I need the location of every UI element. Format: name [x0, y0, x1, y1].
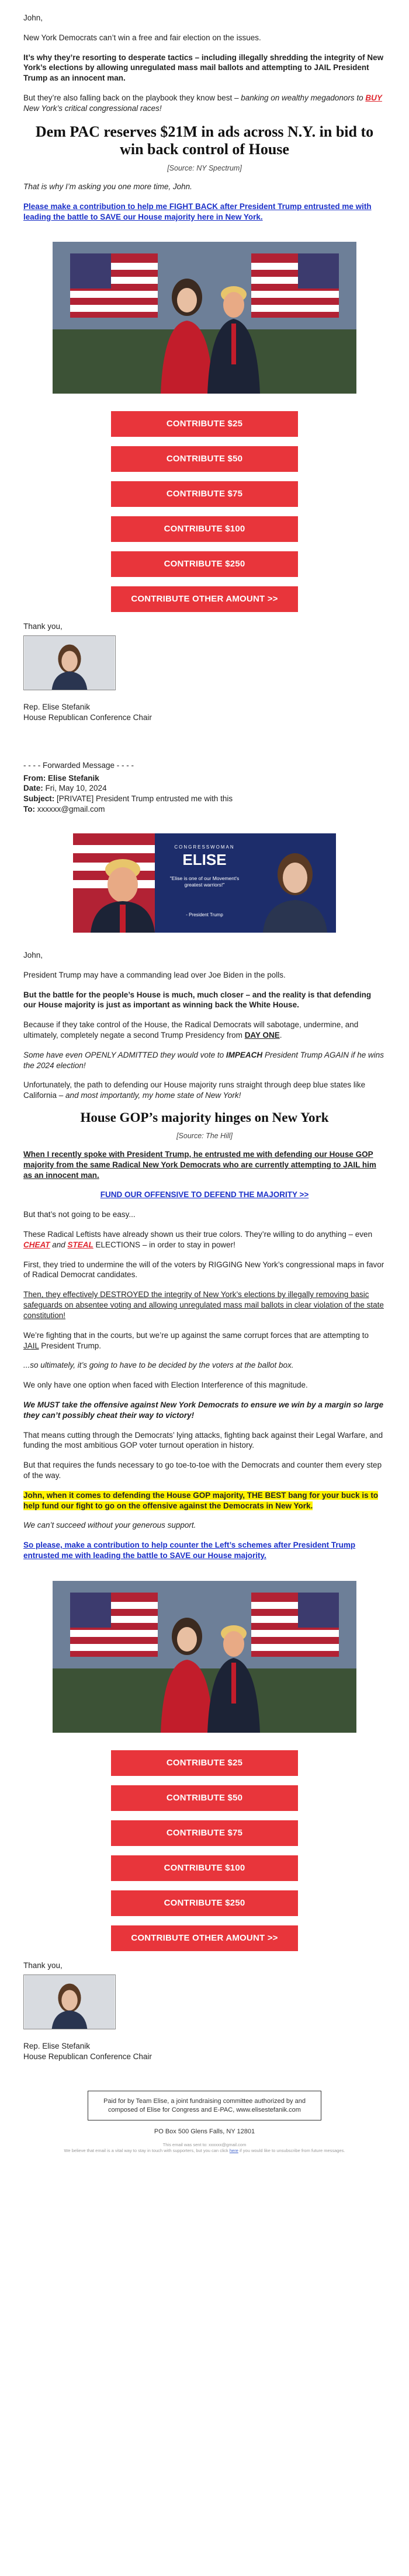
intro-paragraph-3: [23, 93, 386, 114]
greeting: John,: [23, 13, 43, 22]
footer-sent-to: This email was sent to: xxxxxx@gmail.com: [162, 2142, 247, 2147]
signature-photo-1: [23, 635, 116, 690]
flag-left: [70, 253, 158, 318]
contribute-100-button[interactable]: CONTRIBUTE $100: [111, 516, 298, 542]
flag-right-2: [251, 1593, 339, 1657]
date-value: Fri, May 10, 2024: [45, 784, 107, 793]
body2-p5-b: and most importantly, my home state of New York!: [65, 1091, 241, 1100]
contribute-50-button[interactable]: CONTRIBUTE $50: [111, 446, 298, 472]
contribute-75-button[interactable]: CONTRIBUTE $75: [111, 481, 298, 507]
unsubscribe-text-a: We believe that email is a vital way to stay in touch with supporters, but you can click: [64, 2148, 230, 2154]
body3-p4: First, they tried to undermine the will of the voters by RIGGING New York’s congressional maps in favor of Radical Democrat candidates.: [23, 1260, 384, 1280]
body2-p5: [23, 1080, 386, 1101]
contribute-100-button-2[interactable]: CONTRIBUTE $100: [111, 1855, 298, 1881]
footer-address: PO Box 500 Glens Falls, NY 12801: [154, 2128, 255, 2136]
unsubscribe-link[interactable]: here: [229, 2148, 238, 2154]
banner-quote: "Elise is one of our Movement's greatest warriors!": [169, 875, 240, 888]
body3-and: and: [50, 1240, 68, 1249]
headline-1: Dem PAC reserves $21M in ads across N.Y. in bid to win back control of House: [35, 123, 374, 158]
body2-impeach: IMPEACH: [226, 1050, 263, 1059]
contribute-25-button[interactable]: CONTRIBUTE $25: [111, 411, 298, 437]
unsubscribe-text-b: if you would like to unsubscribe from future messages.: [238, 2148, 345, 2154]
body2-p3-a: Because if they take control of the House, the Radical Democrats will sabotage, undermine, and ultimately, completely negate a second Trump Presidency from: [23, 1020, 359, 1040]
body3-p11: But that requires the funds necessary to go toe-to-toe with the Democrats and counter them every step of the way.: [23, 1461, 382, 1480]
hero-photo-1: [53, 242, 356, 394]
body3-p3-a: These Radical Leftists have already shown us their true colors. They’re willing to do anything – even: [23, 1230, 373, 1239]
to-value: xxxxxx@gmail.com: [37, 805, 105, 814]
body3-p1: When I recently spoke with President Trump, he entrusted me with defending our House GOP majority from the same Radical New York Democrats who are currently attempting to JAIL him as an innocent man.: [23, 1149, 376, 1180]
body3-p7: ...so ultimately, it’s going to have to be decided by the voters at the ballot box.: [23, 1361, 294, 1370]
intro-paragraph-2: It’s why they’re resorting to desperate tactics – including illegally shredding the integrity of New York’s elections by allowing unregulated mass mail ballots and attempting to JAIL President Trump as an innocent man.: [23, 53, 384, 83]
body3-jail: JAIL: [23, 1341, 39, 1350]
signature-name-2: Rep. Elise Stefanik: [23, 2041, 91, 2050]
forwarded-label: - - - - Forwarded Message - - - -: [23, 760, 134, 770]
contribute-25-button-2[interactable]: CONTRIBUTE $25: [111, 1750, 298, 1776]
body2-p3: [23, 1020, 386, 1041]
forwarded-header: [23, 760, 386, 815]
from-label: From:: [23, 773, 46, 783]
body3-p6-a: We’re fighting that in the courts, but we’re up against the same corrupt forces that are attempting to: [23, 1330, 369, 1340]
body3-p9: We MUST take the offensive against New York Democrats to ensure we win by a margin so large they can’t possibly cheat their way to victory!: [23, 1400, 384, 1420]
body3-p3: [23, 1229, 386, 1250]
intro3-buy: BUY: [365, 93, 382, 103]
body2-p2: But the battle for the people’s House is much, much closer – and the reality is that defending our House majority is just as important as winning back the White House.: [23, 990, 372, 1010]
body2-p4: [23, 1050, 386, 1071]
forwarded-to: [23, 804, 386, 815]
intro3-text-b: banking on wealthy megadonors to: [241, 93, 366, 103]
to-label: To:: [23, 805, 35, 814]
subject-value: [PRIVATE] President Trump entrusted me with this: [57, 794, 233, 804]
flag-left-2: [70, 1593, 158, 1657]
source-2: [Source: The Hill]: [176, 1132, 233, 1141]
body2-p4-b: President Trump AGAIN if he wins the 2024 election!: [23, 1050, 384, 1070]
contribute-50-button-2[interactable]: CONTRIBUTE $50: [111, 1785, 298, 1811]
body3-p6: [23, 1330, 386, 1351]
paid-for-disclaimer: Paid for by Team Elise, a joint fundraising committee authorized by and composed of Elise for Congress and E-PAC, www.elisestefanik.com: [88, 2091, 321, 2120]
signature-title-1: House Republican Conference Chair: [23, 713, 152, 722]
footer-unsubscribe-text: [23, 2148, 386, 2154]
contribute-250-button[interactable]: CONTRIBUTE $250: [111, 551, 298, 577]
date-label: Date:: [23, 784, 43, 793]
body2-p3-b: .: [279, 1030, 282, 1040]
from-value: Elise Stefanik: [48, 773, 99, 783]
fund-offensive-link[interactable]: FUND OUR OFFENSIVE TO DEFEND THE MAJORITY >>: [100, 1190, 309, 1200]
contribute-other-button[interactable]: CONTRIBUTE OTHER AMOUNT >>: [111, 586, 298, 612]
intro3-text-a: But they’re also falling back on the playbook they know best –: [23, 93, 241, 103]
body3-p10: That means cutting through the Democrats’ lying attacks, fighting back against their Legal Warfare, and funding the most ambitious GOP voter turnout operation in history.: [23, 1430, 383, 1450]
body2-p1: President Trump may have a commanding lead over Joe Biden in the polls.: [23, 970, 286, 979]
body2-greeting: John,: [23, 950, 43, 960]
banner-logo-top: CONGRESSWOMAN: [174, 844, 235, 850]
forwarded-subject: [23, 794, 386, 804]
intro3-text-c: New York’s critical congressional races!: [23, 103, 162, 113]
body3-p12-highlight: John, when it comes to defending the House GOP majority, THE BEST bang for your buck is to help fund our fight to go on the offensive against the Democrats in New York.: [23, 1490, 379, 1510]
signature-title-2: House Republican Conference Chair: [23, 2052, 152, 2061]
why-asking: That is why I’m asking you one more time, John.: [23, 182, 192, 191]
body3-steal: STEAL: [67, 1240, 93, 1249]
cta-link-2[interactable]: So please, make a contribution to help counter the Left’s schemes after President Trump entrusted me with leading the battle to SAVE our House majority.: [23, 1541, 356, 1560]
body3-p13: We can’t succeed without your generous support.: [23, 1521, 196, 1530]
body3-p3-b: ELECTIONS – in order to stay in power!: [93, 1240, 235, 1249]
body2-day-one: DAY ONE: [244, 1030, 280, 1040]
thanks-2: Thank you,: [23, 1960, 63, 1970]
cta-link-1[interactable]: Please make a contribution to help me FIGHT BACK after President Trump entrusted me with leading the battle to SAVE our House majority here in New York.: [23, 201, 372, 221]
forwarded-from: [23, 773, 386, 784]
flag-right: [251, 253, 339, 318]
headline-2: House GOP’s majority hinges on New York: [80, 1110, 329, 1125]
banner-logo-name: ELISE: [182, 850, 227, 868]
subject-label: Subject:: [23, 794, 55, 804]
forwarded-date: [23, 783, 386, 794]
body2-p5-a: Unfortunately, the path to defending our House majority runs straight through deep blue states like California –: [23, 1080, 366, 1100]
signature-name-1: Rep. Elise Stefanik: [23, 703, 91, 712]
source-1: [Source: NY Spectrum]: [167, 164, 242, 173]
elise-banner: [73, 833, 336, 933]
body3-p8: We only have one option when faced with Election Interference of this magnitude.: [23, 1381, 308, 1390]
donation-buttons-1: [23, 411, 386, 612]
body3-cheat: CHEAT: [23, 1240, 50, 1249]
donation-buttons-2: [23, 1750, 386, 1951]
body3-p5: Then, they effectively DESTROYED the integrity of New York’s elections by illegally removing basic safeguards on absentee voting and allowing unregulated mass mail ballots in clear violation of the state constitution!: [23, 1290, 384, 1320]
signature-photo-2: [23, 1974, 116, 2029]
hero-photo-2: [53, 1581, 356, 1733]
body3-p2: But that’s not going to be easy...: [23, 1210, 136, 1219]
contribute-other-button-2[interactable]: CONTRIBUTE OTHER AMOUNT >>: [111, 1925, 298, 1951]
contribute-250-button-2[interactable]: CONTRIBUTE $250: [111, 1890, 298, 1916]
contribute-75-button-2[interactable]: CONTRIBUTE $75: [111, 1820, 298, 1846]
body2-p4-a: Some have even OPENLY ADMITTED they would vote to: [23, 1050, 226, 1059]
thanks-1: Thank you,: [23, 622, 63, 631]
intro-paragraph-1: New York Democrats can’t win a free and fair election on the issues.: [23, 33, 261, 42]
banner-attribution: - President Trump: [186, 912, 223, 917]
body3-p6-b: President Trump.: [39, 1341, 102, 1350]
